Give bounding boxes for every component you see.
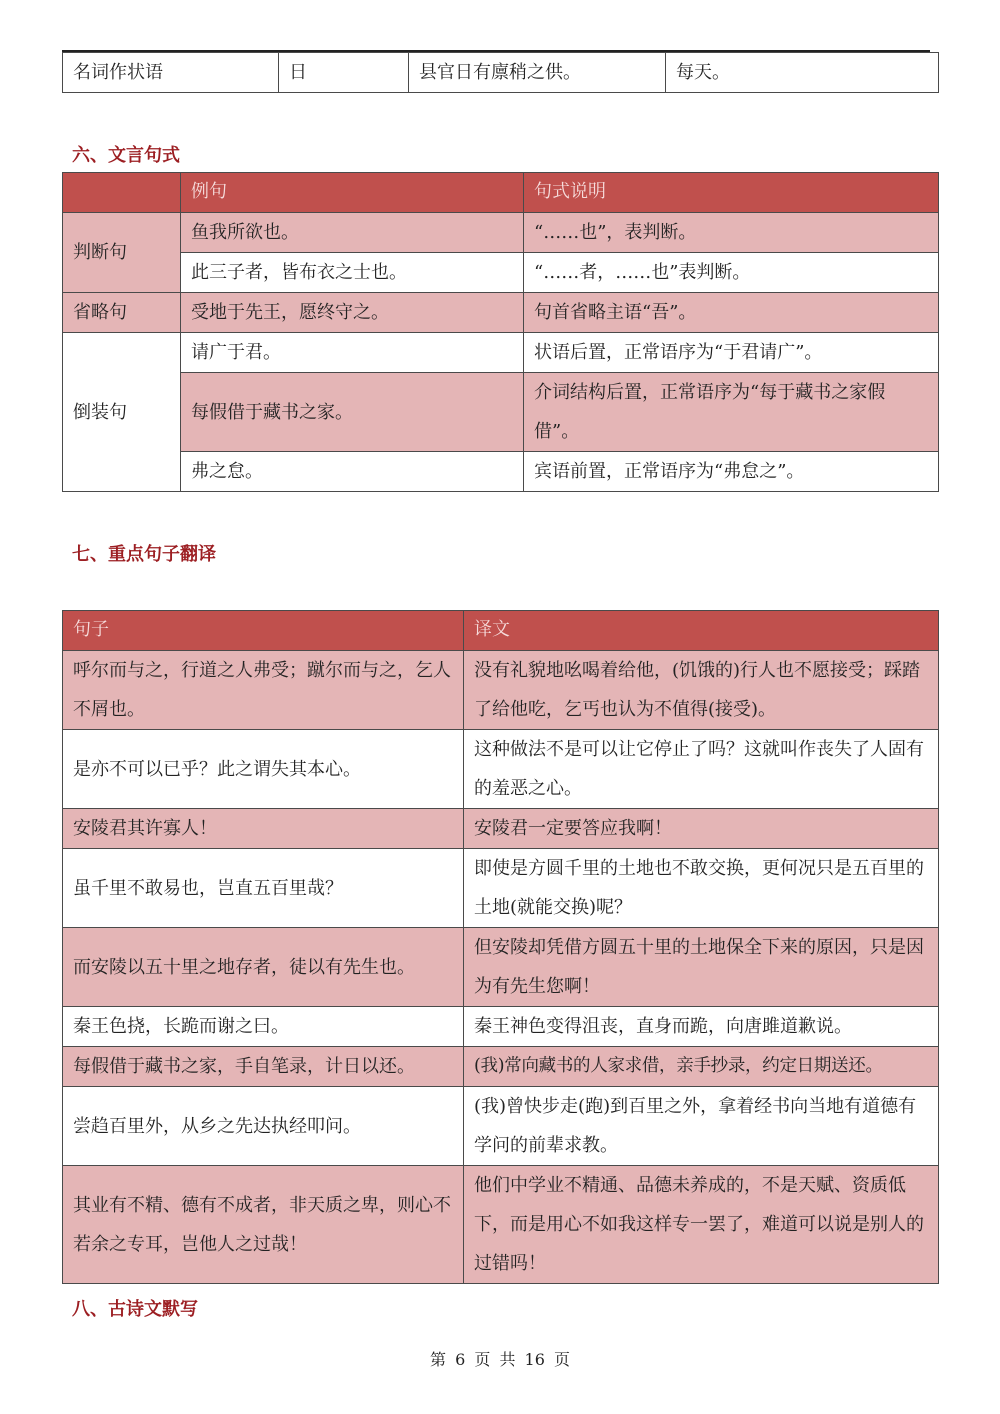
- section-8-title: 八、古诗文默写: [72, 1299, 198, 1320]
- sentence: 秦王色挠，长跪而谢之曰。: [63, 1007, 464, 1047]
- table-row: [63, 1166, 939, 1284]
- table-row: [63, 53, 939, 93]
- note: 状语后置，正常语序为“于君请广”。: [524, 333, 939, 373]
- pattern-type: 判断句: [63, 213, 181, 293]
- sentence: 每假借于藏书之家，手自笔录，计日以还。: [63, 1047, 464, 1087]
- note: “……也”，表判断。: [524, 213, 939, 253]
- table-header: [63, 611, 939, 651]
- table-row: [63, 333, 939, 373]
- table-row: [63, 1047, 939, 1087]
- sentence: 而安陵以五十里之地存者，徒以有先生也。: [63, 928, 464, 1007]
- table-row: [63, 452, 939, 492]
- sentence-patterns-table: [62, 172, 939, 492]
- sentence: 尝趋百里外，从乡之先达执经叩问。: [63, 1087, 464, 1166]
- table-row: [63, 849, 939, 928]
- note: 宾语前置，正常语序为“弗怠之”。: [524, 452, 939, 492]
- word: 日: [279, 53, 409, 93]
- header-example: 例句: [181, 173, 524, 213]
- example: 县官日有廪稍之供。: [409, 53, 666, 93]
- translation: 没有礼貌地吆喝着给他，(饥饿的)行人也不愿接受；踩踏了给他吃，乞丐也认为不值得(接受)。: [464, 651, 939, 730]
- sentence: 其业有不精、德有不成者，非天质之卑，则心不若余之专耳，岂他人之过哉！: [63, 1166, 464, 1284]
- translation: (我)常向藏书的人家求借，亲手抄录，约定日期送还。: [464, 1047, 939, 1087]
- example: 受地于先王，愿终守之。: [181, 293, 524, 333]
- sentence: 呼尔而与之，行道之人弗受；蹴尔而与之，乞人不屑也。: [63, 651, 464, 730]
- table-row: [63, 1007, 939, 1047]
- example: 请广于君。: [181, 333, 524, 373]
- translation: 这种做法不是可以让它停止了吗？这就叫作丧失了人固有的羞恶之心。: [464, 730, 939, 809]
- example: 每假借于藏书之家。: [181, 373, 524, 452]
- translation: 但安陵却凭借方圆五十里的土地保全下来的原因，只是因为有先生您啊！: [464, 928, 939, 1007]
- meaning: 每天。: [666, 53, 939, 93]
- header-translation: 译文: [464, 611, 939, 651]
- translation: 秦王神色变得沮丧，直身而跪，向唐雎道歉说。: [464, 1007, 939, 1047]
- translation: 安陵君一定要答应我啊！: [464, 809, 939, 849]
- pattern-type: 倒装句: [63, 333, 181, 492]
- note: 介词结构后置，正常语序为“每于藏书之家假借”。: [524, 373, 939, 452]
- example: 鱼我所欲也。: [181, 213, 524, 253]
- header-type: [63, 173, 181, 213]
- usage-type: 名词作状语: [63, 53, 279, 93]
- pattern-type: 省略句: [63, 293, 181, 333]
- translation: 他们中学业不精通、品德未养成的，不是天赋、资质低下，而是用心不如我这样专一罢了，难道可以说是别人的过错吗！: [464, 1166, 939, 1284]
- table-row: [63, 1087, 939, 1166]
- sentence: 虽千里不敢易也，岂直五百里哉？: [63, 849, 464, 928]
- table-row: [63, 373, 939, 452]
- page-number: 第 6 页 共 16 页: [430, 1350, 570, 1369]
- table-row: [63, 651, 939, 730]
- section-6-title: 六、文言句式: [72, 145, 180, 166]
- table-row: [63, 253, 939, 293]
- sentence: 安陵君其许寡人！: [63, 809, 464, 849]
- table-header: [63, 173, 939, 213]
- header-sentence: 句子: [63, 611, 464, 651]
- table-row: [63, 928, 939, 1007]
- translation: 即使是方圆千里的土地也不敢交换，更何况只是五百里的土地(就能交换)呢？: [464, 849, 939, 928]
- translation: (我)曾快步走(跑)到百里之外，拿着经书向当地有道德有学问的前辈求教。: [464, 1087, 939, 1166]
- table-row: [63, 730, 939, 809]
- example: 弗之怠。: [181, 452, 524, 492]
- table-row: [63, 293, 939, 333]
- table-row: [63, 809, 939, 849]
- continuation-table: [62, 52, 939, 93]
- sentence: 是亦不可以已乎？此之谓失其本心。: [63, 730, 464, 809]
- note: “……者，……也”表判断。: [524, 253, 939, 293]
- note: 句首省略主语“吾”。: [524, 293, 939, 333]
- translation-table: [62, 610, 939, 1284]
- example: 此三子者，皆布衣之士也。: [181, 253, 524, 293]
- table-row: [63, 213, 939, 253]
- section-7-title: 七、重点句子翻译: [72, 544, 216, 565]
- header-note: 句式说明: [524, 173, 939, 213]
